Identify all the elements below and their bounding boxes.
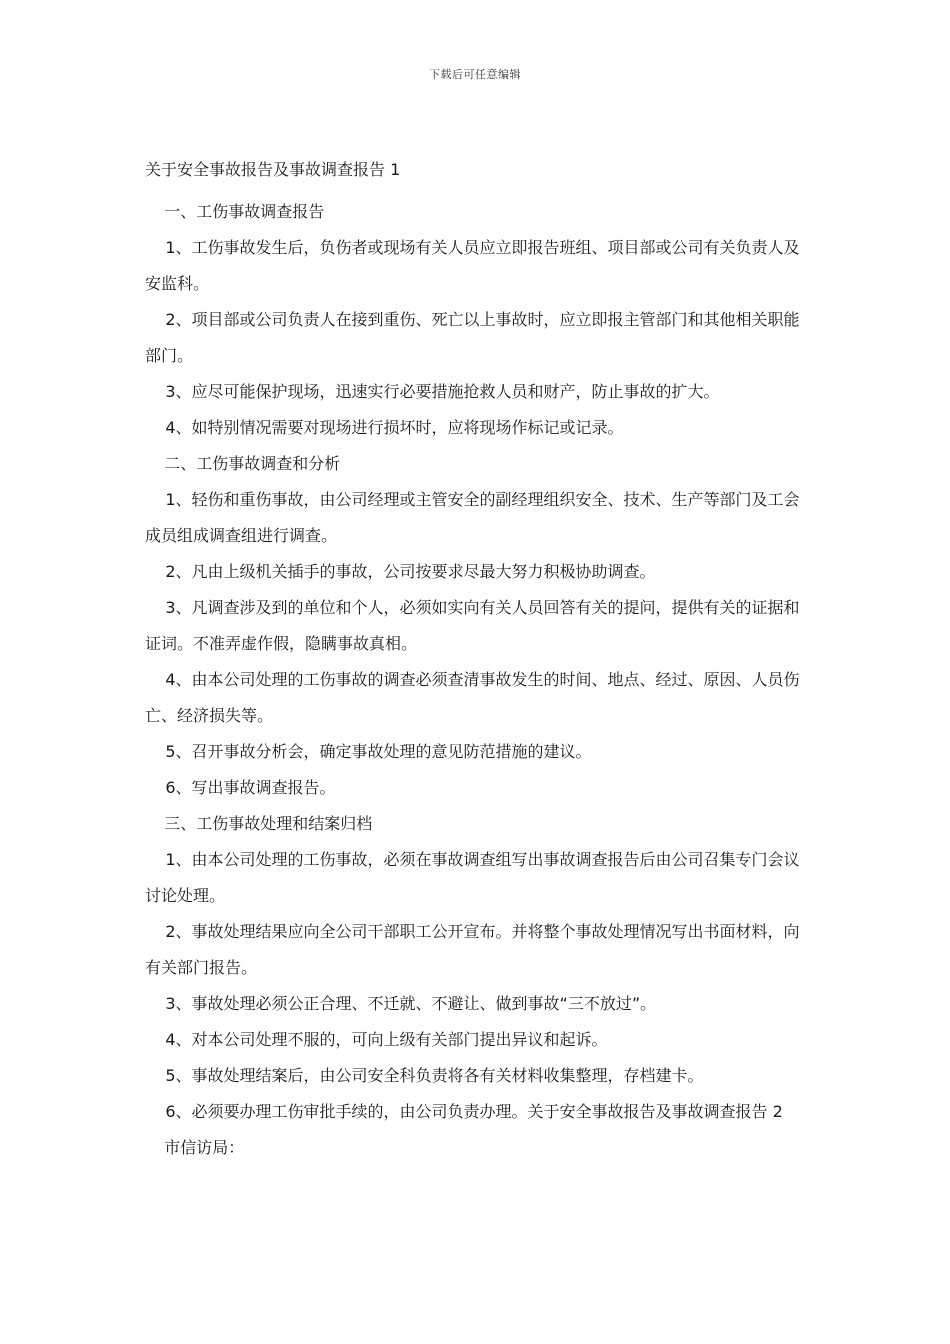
section-heading-3: 三、工伤事故处理和结案归档: [164, 814, 373, 833]
section-heading-2: 二、工伤事故调查和分析: [164, 454, 341, 473]
paragraph: 3、应尽可能保护现场，迅速实行必要措施抢救人员和财产，防止事故的扩大。: [165, 382, 720, 401]
paragraph: 5、召开事故分析会，确定事故处理的意见防范措施的建议。: [165, 742, 592, 761]
paragraph: 2、项目部或公司负责人在接到重伤、死亡以上事故时，应立即报主管部门和其他相关职能部门。: [145, 310, 800, 365]
paragraph: 3、凡调查涉及到的单位和个人，必须如实向有关人员回答有关的提问，提供有关的证据和证词。不准弄虚作假，隐瞒事故真相。: [145, 598, 800, 653]
paragraph: 4、对本公司处理不服的，可向上级有关部门提出异议和起诉。: [165, 1030, 608, 1049]
paragraph: 4、如特别情况需要对现场进行损坏时，应将现场作标记或记录。: [165, 418, 624, 437]
document-body: [145, 158, 813, 1166]
paragraph: 2、事故处理结果应向全公司干部职工公开宣布。并将整个事故处理情况写出书面材料，向有关部门报告。: [145, 922, 800, 977]
paragraph: 6、必须要办理工伤审批手续的，由公司负责办理。关于安全事故报告及事故调查报告 2: [165, 1102, 783, 1121]
paragraph: 6、写出事故调查报告。: [165, 778, 336, 797]
paragraph: 1、工伤事故发生后，负伤者或现场有关人员应立即报告班组、项目部或公司有关负责人及安监科。: [145, 238, 800, 293]
paragraph: 2、凡由上级机关插手的事故，公司按要求尽最大努力积极协助调查。: [165, 562, 656, 581]
paragraph: 1、由本公司处理的工伤事故，必须在事故调查组写出事故调查报告后由公司召集专门会议讨论处理。: [145, 850, 800, 905]
header-note: 下载后可任意编辑: [429, 68, 521, 81]
paragraph: 4、由本公司处理的工伤事故的调查必须查清事故发生的时间、地点、经过、原因、人员伤亡、经济损失等。: [145, 670, 800, 725]
section-heading-1: 一、工伤事故调查报告: [164, 202, 325, 221]
paragraph: 5、事故处理结案后，由公司安全科负责将各有关材料收集整理，存档建卡。: [165, 1066, 704, 1085]
document-title: 关于安全事故报告及事故调查报告 1: [145, 160, 401, 179]
salutation: 市信访局：: [164, 1138, 245, 1157]
paragraph: 1、轻伤和重伤事故，由公司经理或主管安全的副经理组织安全、技术、生产等部门及工会成员组成调查组进行调查。: [145, 490, 800, 545]
paragraph: 3、事故处理必须公正合理、不迁就、不避让、做到事故“三不放过”。: [165, 994, 657, 1013]
